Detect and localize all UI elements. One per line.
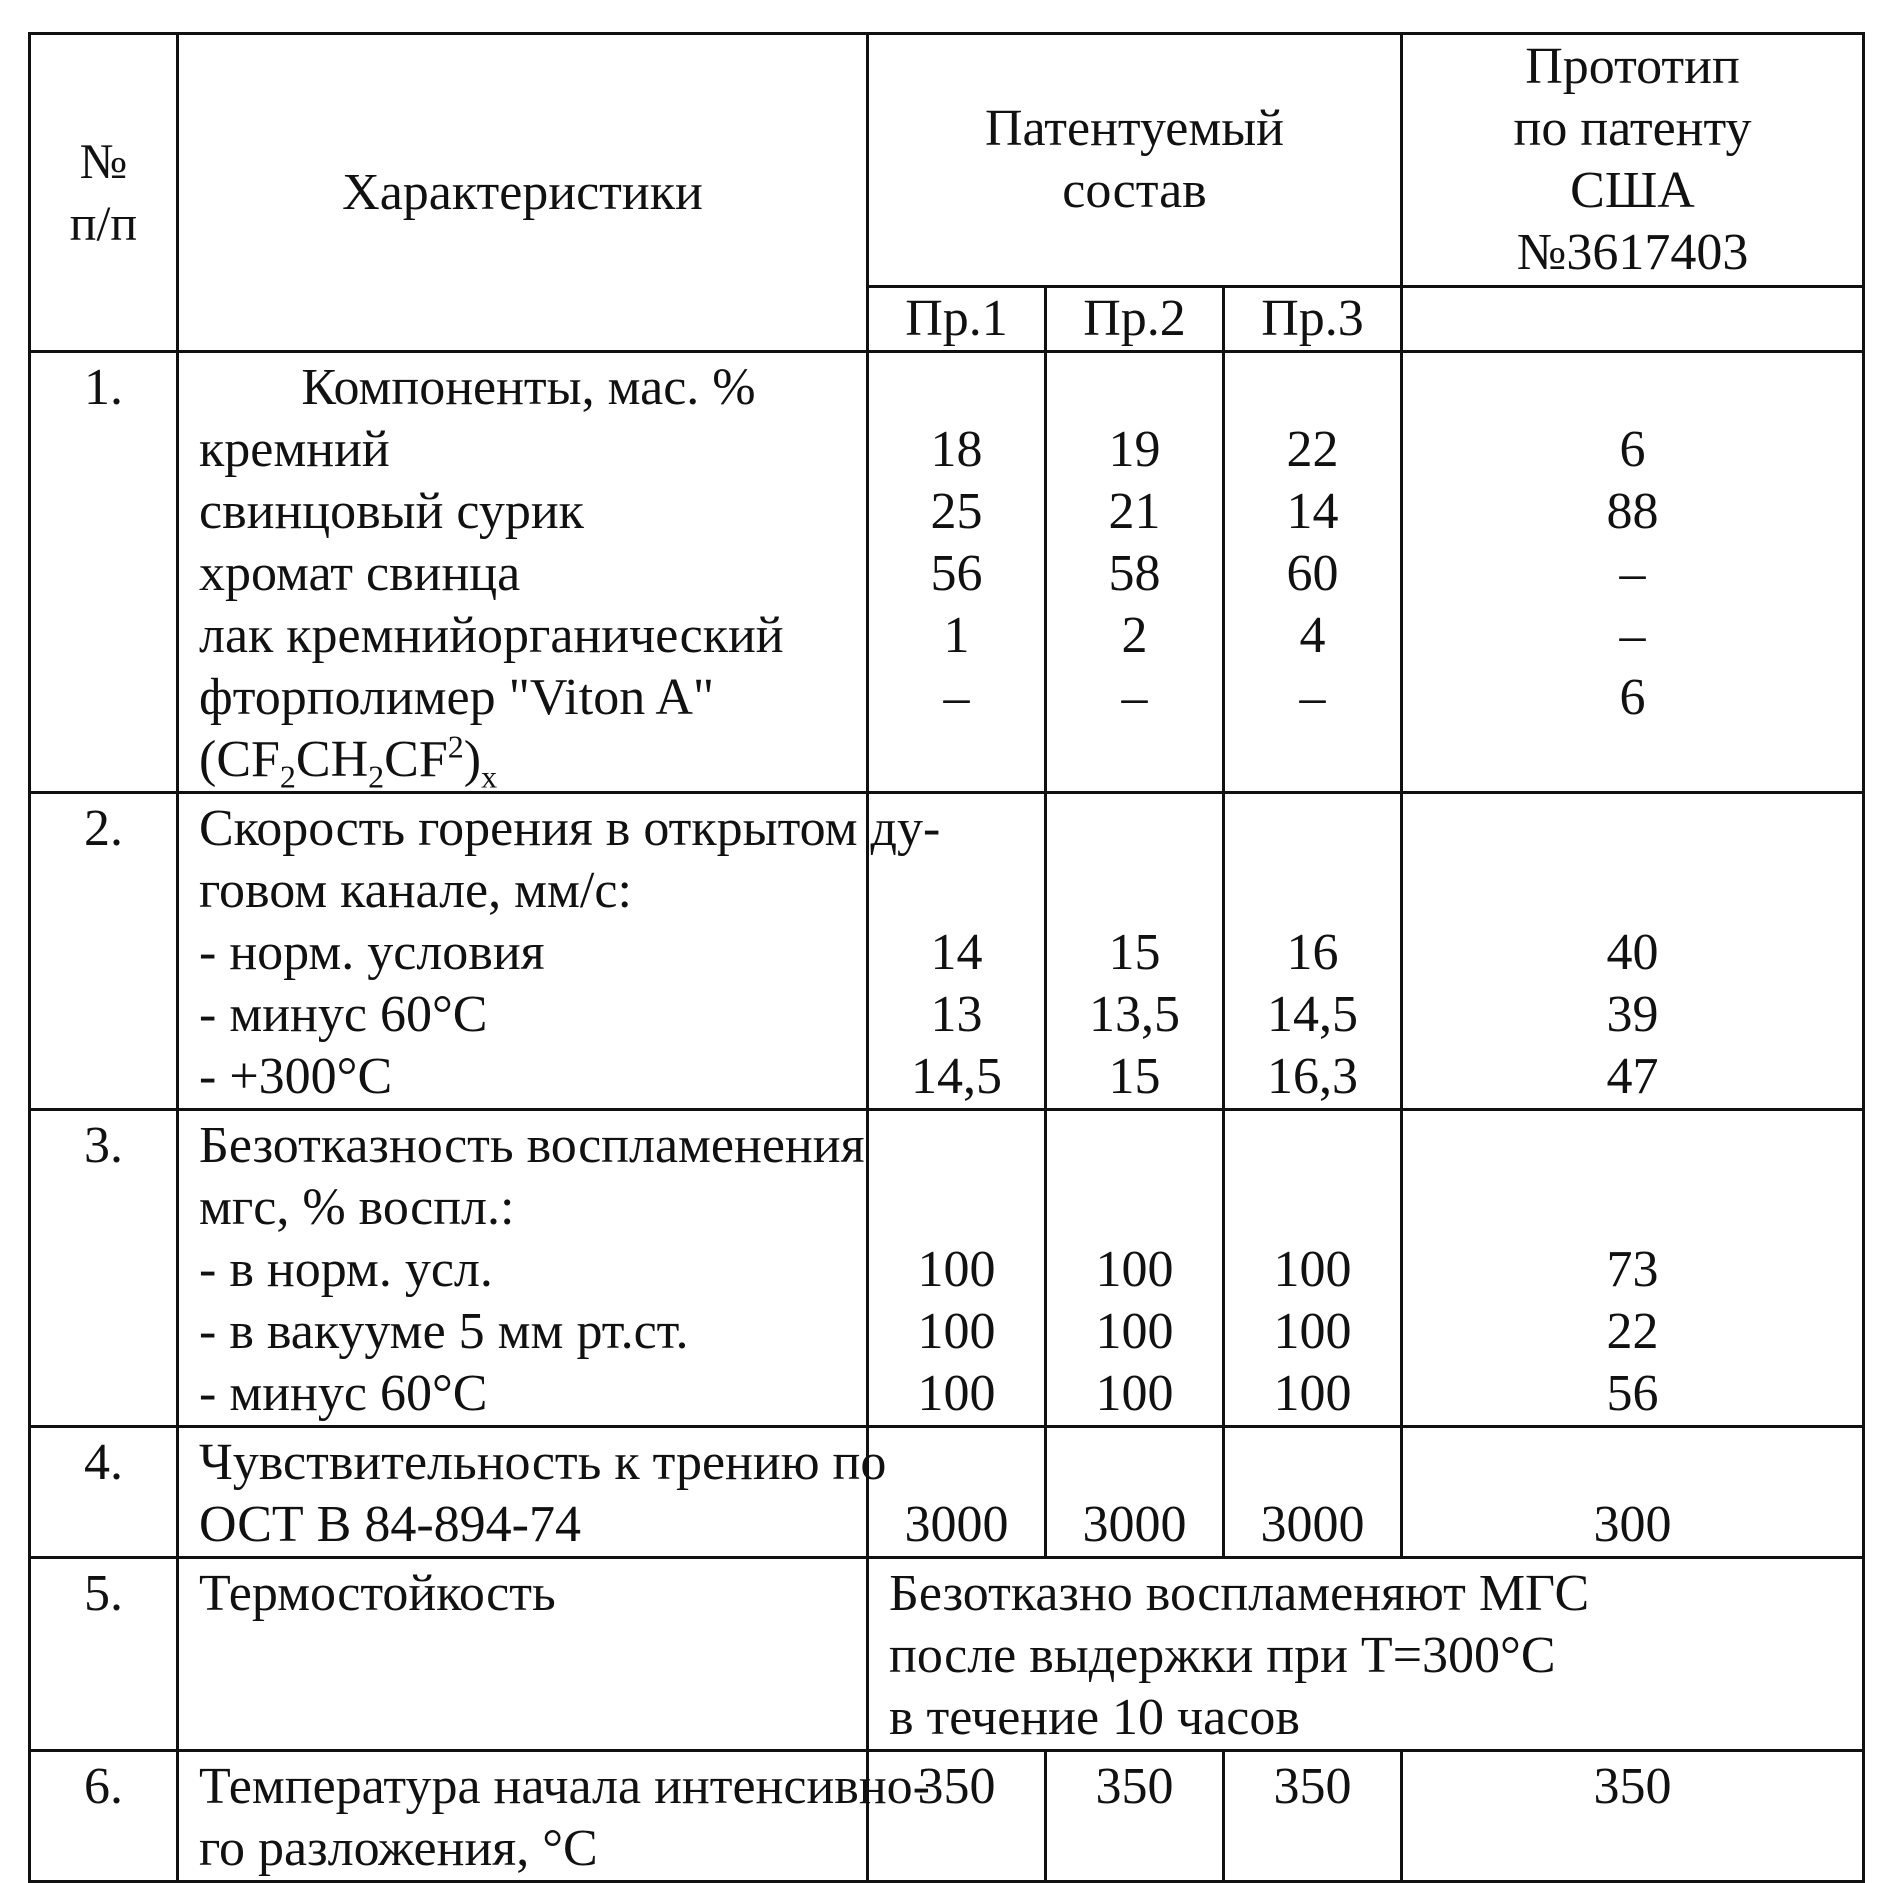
thermal-stability-note: Безотказно воспламеняют МГС после выдержки при Т=300°С в течение 10 часов <box>868 1558 1864 1751</box>
condition-label: - в вакууме 5 мм рт.ст. <box>199 1303 689 1360</box>
header-prototype-line2: по патенту <box>1513 100 1752 157</box>
header-pr2: Пр.2 <box>1046 287 1224 352</box>
pr1-values: 350 <box>868 1751 1046 1882</box>
header-patented-line1: Патентуемый <box>984 100 1285 157</box>
condition-label: - норм. условия <box>199 924 545 981</box>
row-title: Температура начала интенсивно- <box>199 1758 930 1815</box>
row-title: Безотказность воспламенения <box>199 1117 865 1174</box>
condition-label: - минус 60°С <box>199 1365 488 1422</box>
row-title: го разложения, °С <box>199 1820 598 1877</box>
header-row <box>30 34 1864 287</box>
condition-label: - минус 60°С <box>199 986 488 1043</box>
header-characteristics-label: Характеристики <box>342 163 703 221</box>
pr3-values: 22 14 60 4 – <box>1224 352 1402 793</box>
pr1-values: 18 25 56 1 – <box>868 352 1046 793</box>
row-characteristics <box>178 1427 887 1558</box>
header-patented-line2: состав <box>1062 162 1207 219</box>
row-number: 1. <box>30 352 178 793</box>
pr2-values: 350 <box>1046 1751 1224 1882</box>
component-label: фторполимер "Viton A" <box>199 669 715 726</box>
pr2-values: 15 13,5 15 <box>1046 793 1224 1110</box>
header-pr3: Пр.3 <box>1224 287 1402 352</box>
component-label: хромат свинца <box>199 545 521 602</box>
row-title: мгс, % воспл.: <box>199 1179 515 1236</box>
table-row <box>30 1427 1864 1558</box>
table-row <box>30 1110 1864 1427</box>
table-row <box>30 793 1864 1110</box>
table-row <box>30 352 1864 793</box>
pr3-values: 16 14,5 16,3 <box>1224 793 1402 1110</box>
row-characteristics <box>178 352 868 793</box>
row-title: Чувствительность к трению по <box>199 1434 887 1491</box>
row-number: 3. <box>30 1110 178 1427</box>
prototype-values: 6 88 – – 6 <box>1402 352 1864 793</box>
component-label: свинцовый сурик <box>199 483 584 540</box>
pr1-values: 14 13 14,5 <box>868 793 1046 1110</box>
pr3-values: 100 100 100 <box>1224 1110 1402 1427</box>
header-prototype-line1: Прототип <box>1525 38 1740 95</box>
table-row <box>30 1751 1864 1882</box>
properties-table <box>28 32 1865 1883</box>
row-title: Скорость горения в открытом ду- <box>199 800 941 857</box>
row-title: Термостойкость <box>199 1565 556 1622</box>
condition-label: - в норм. усл. <box>199 1241 493 1298</box>
header-prototype-line3: США <box>1570 162 1695 219</box>
chemical-formula: $(CF_2CH_2CF^2)_x$ <box>199 728 498 795</box>
table-row <box>30 1558 1864 1751</box>
row-number: 2. <box>30 793 178 1110</box>
pr1-values: 100 100 100 <box>868 1110 1046 1427</box>
header-characteristics-cell <box>178 34 868 352</box>
component-label: лак кремнийорганический <box>199 607 784 664</box>
row-characteristics <box>178 1110 868 1427</box>
condition-label: - +300°С <box>199 1048 393 1105</box>
row-number: 4. <box>30 1427 178 1558</box>
pr2-values: 19 21 58 2 – <box>1046 352 1224 793</box>
prototype-values: 73 22 56 <box>1402 1110 1864 1427</box>
pr3-values: 350 <box>1224 1751 1402 1882</box>
pr2-values: 3000 <box>1046 1427 1224 1558</box>
header-pr1: Пр.1 <box>868 287 1046 352</box>
pr2-values: 100 100 100 <box>1046 1110 1224 1427</box>
row-characteristics <box>178 1558 868 1751</box>
header-num-cell <box>30 34 178 352</box>
header-proto-empty <box>1402 287 1864 352</box>
pr3-values: 3000 <box>1224 1427 1402 1558</box>
prototype-values: 300 <box>1402 1427 1864 1558</box>
header-prototype-cell <box>1402 34 1864 287</box>
header-patented-cell <box>868 34 1402 287</box>
row-number: 6. <box>30 1751 178 1882</box>
header-num-label: п/п <box>69 194 138 251</box>
header-prototype-line4: №3617403 <box>1516 224 1749 281</box>
row-number: 5. <box>30 1558 178 1751</box>
pr1-values: 3000 <box>868 1427 1046 1558</box>
prototype-values: 350 <box>1402 1751 1864 1882</box>
component-label: кремний <box>199 421 390 478</box>
prototype-values: 40 39 47 <box>1402 793 1864 1110</box>
row-characteristics <box>178 1751 930 1882</box>
row-title: ОСТ В 84-894-74 <box>199 1496 581 1553</box>
header-num-symbol: № <box>79 132 128 189</box>
row-title: Компоненты, мас. % <box>301 359 756 416</box>
row-characteristics <box>178 793 941 1110</box>
row-title: говом канале, мм/с: <box>199 862 632 919</box>
